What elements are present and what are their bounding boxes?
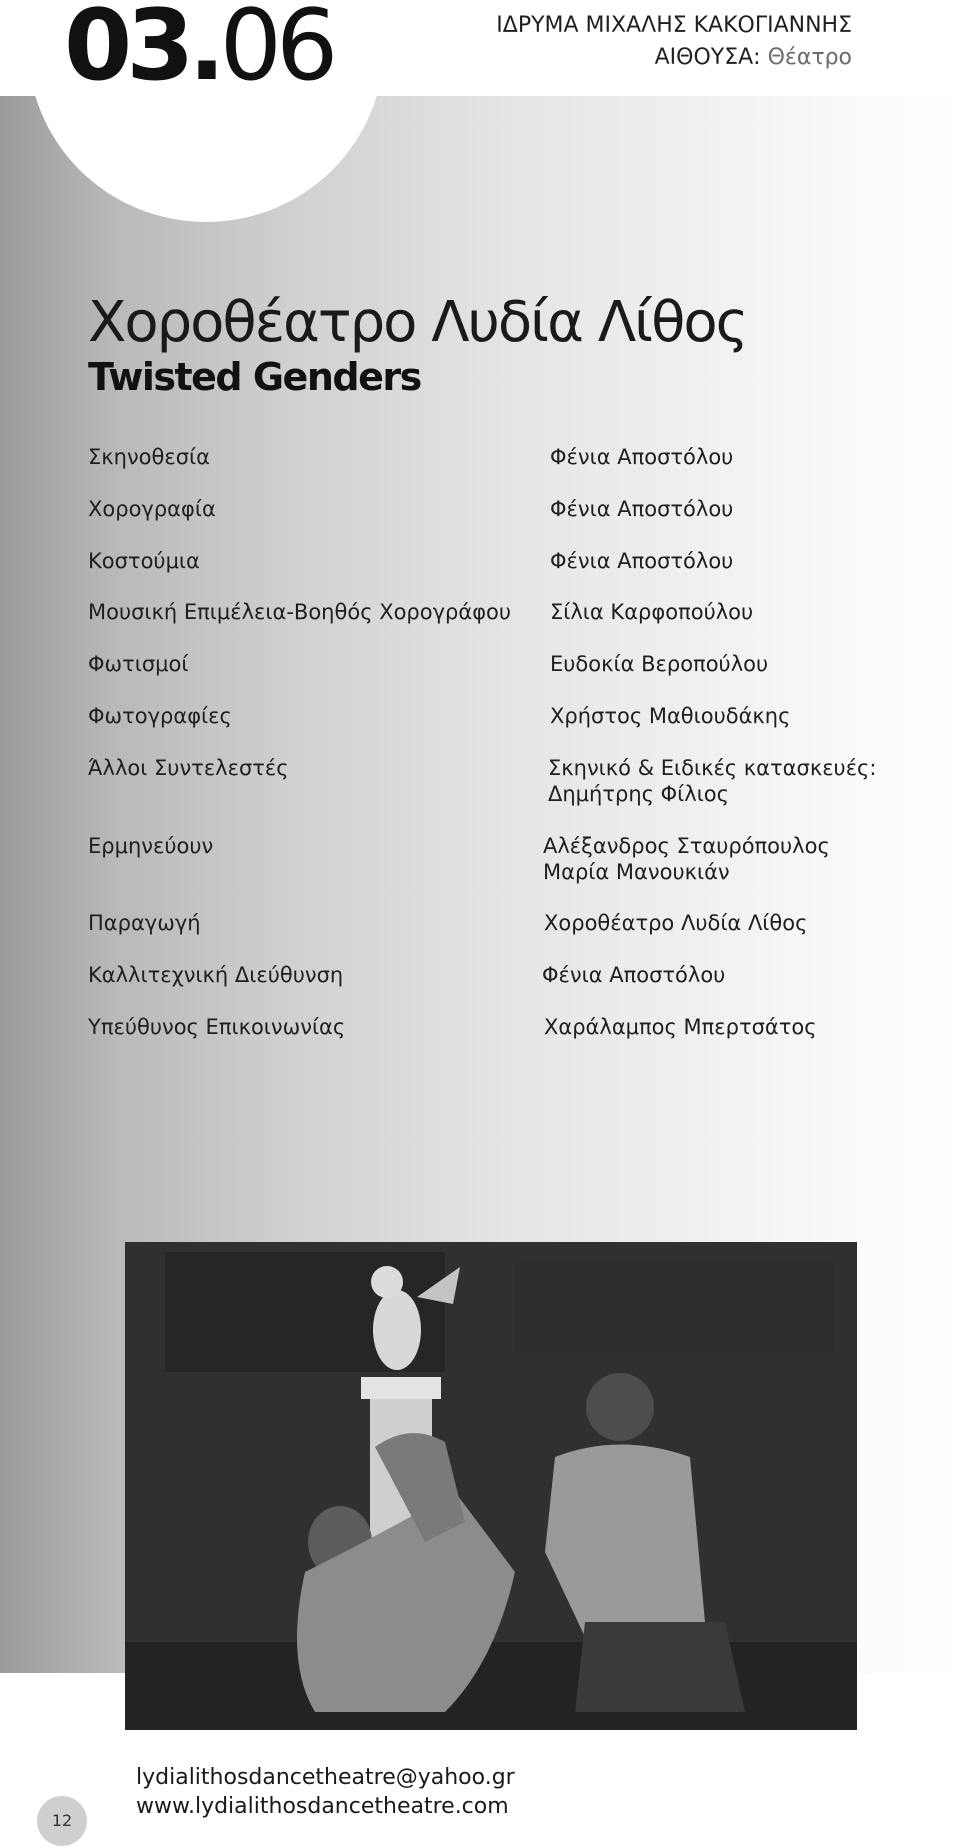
venue-info xyxy=(496,10,852,74)
credit-name: Χαράλαμπος Μπερτσάτος xyxy=(544,1015,817,1039)
credit-name: Δημήτρης Φίλιος xyxy=(548,782,729,806)
credit-role: Καλλιτεχνική Διεύθυνση xyxy=(88,963,344,987)
credit-role: Άλλοι Συντελεστές xyxy=(88,756,289,780)
credit-name: Σίλια Καρφοπούλου xyxy=(550,600,754,624)
credit-name: Χρήστος Μαθιουδάκης xyxy=(550,704,791,728)
credit-role: Φωτογραφίες xyxy=(88,704,232,728)
performance-photo xyxy=(125,1242,857,1730)
date-day: 03. xyxy=(64,0,220,103)
hall-value: Θέατρο xyxy=(767,45,852,70)
credit-name: Ευδοκία Βεροπούλου xyxy=(550,652,769,676)
contact-email[interactable]: lydialithosdancetheatre@yahoo.gr xyxy=(136,1765,515,1790)
credit-name: Φένια Αποστόλου xyxy=(550,497,734,521)
credit-name: Φένια Αποστόλου xyxy=(550,549,734,573)
credit-name: Μαρία Μανουκιάν xyxy=(543,860,730,884)
credit-role: Υπεύθυνος Επικοινωνίας xyxy=(88,1015,346,1039)
credit-role: Παραγωγή xyxy=(88,911,201,935)
credit-role: Ερμηνεύουν xyxy=(88,834,214,858)
credit-role: Χορογραφία xyxy=(88,497,216,521)
contact-info xyxy=(136,1763,515,1821)
contact-website[interactable]: www.lydialithosdancetheatre.com xyxy=(136,1794,509,1819)
venue-hall xyxy=(496,42,852,74)
page-number: 12 xyxy=(37,1796,87,1846)
credit-role: Σκηνοθεσία xyxy=(88,445,210,469)
event-date xyxy=(64,0,333,103)
show-title: Twisted Genders xyxy=(88,355,421,399)
credit-role: Μουσική Επιμέλεια-Βοηθός Χορογράφου xyxy=(88,600,512,624)
hall-label: ΑΙΘΟΥΣΑ: xyxy=(654,45,761,70)
credit-name: Χοροθέατρο Λυδία Λίθος xyxy=(544,911,808,935)
performance-photo-illustration xyxy=(125,1242,857,1730)
credit-name: Φένια Αποστόλου xyxy=(542,963,726,987)
credit-role: Φωτισμοί xyxy=(88,652,189,676)
credit-name: Σκηνικό & Ειδικές κατασκευές: xyxy=(548,756,877,780)
credit-name: Φένια Αποστόλου xyxy=(550,445,734,469)
company-title: Χοροθέατρο Λυδία Λίθος xyxy=(88,290,747,355)
date-month: 06 xyxy=(219,0,333,103)
venue-org: ΙΔΡΥΜΑ ΜΙΧΑΛΗΣ ΚΑΚΟΓΙΑΝΝΗΣ xyxy=(496,13,852,38)
credit-name: Αλέξανδρος Σταυρόπουλος xyxy=(543,834,830,858)
credit-role: Κοστούμια xyxy=(88,549,200,573)
